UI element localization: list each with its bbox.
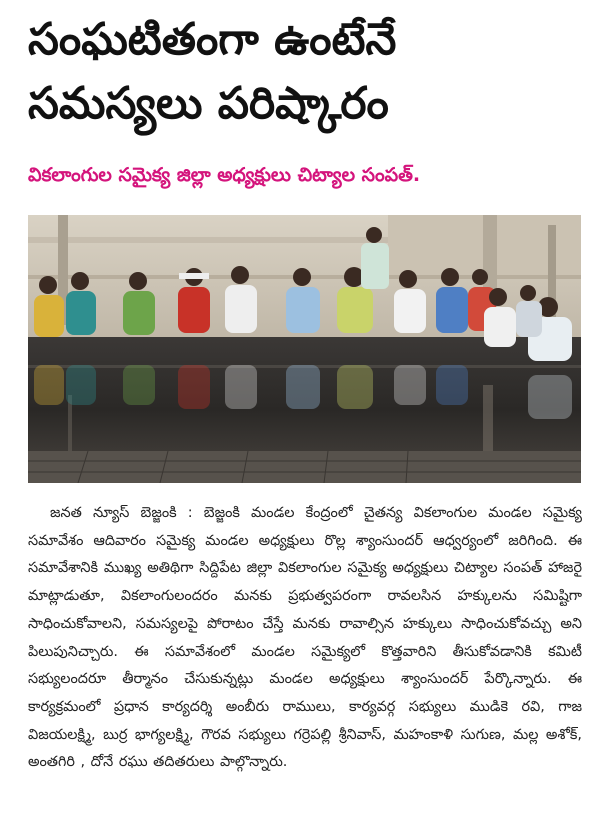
meeting-photo xyxy=(28,215,581,483)
headline-line-2: సమస్యలు పరిష్కారం xyxy=(28,78,389,129)
subheadline: వికలాంగుల సమైక్య జిల్లా అధ్యక్షులు చిట్యాల సంపత్. xyxy=(28,164,421,186)
headline-line-1: సంఘటితంగా ఉంటేనే xyxy=(28,14,397,65)
meeting-photo-illustration xyxy=(28,215,581,483)
article-body: జనత న్యూస్ బెజ్జంకి : బెజ్జంకి మండల కేంద్రంలో చైతన్య వికలాంగుల మండల సమైక్య సమావేశం ఆదివారం సమైక్య మండల అధ్యక్షులు రొల్ల శ్యాంసుందర్ ఆధ్వర్యంలో జరిగింది. ఈ సమావేశానికి ముఖ్య అతిథిగా సిద్దిపేట జిల్లా వికలాంగుల సమైక్య అధ్యక్షులు చిట్యాల సంపత్ హాజరై మాట్లాడుతూ, వికలాంగులందరం మనకు ప్రభుత్వపరంగా రావలసిన హక్కులను సమిష్టిగా సాధించుకోవాలని, సమస్యలపై పోరాటం చేస్తే మనకు రావాల్సిన హక్కులు సాధించుకోవచ్చు అని పిలుపునిచ్చారు. ఈ సమావేశంలో మండల సమైక్యలో కొత్తవారిని తీసుకోవడానికి కమిటీ సభ్యులందరూ తీర్మానం చేసుకున్నట్లు మండల అధ్యక్షులు శ్యాంసుందర్ పేర్కొన్నారు. ఈ కార్యక్రమంలో ప్రధాన కార్యదర్శి అంబీరు రాములు, కార్యవర్గ సభ్యులు ముడికె రవి, గాజ విజయలక్ష్మి, బుర్ర భాగ్యలక్ష్మి, గౌరవ సభ్యులు గర్రెపల్లి శ్రీనివాస్, మహంకాళి సుగుణ, మల్ల అశోక్, అంతగిరి , దోనే రఘు తదితరులు పాల్గొన్నారు. xyxy=(28,505,582,771)
headline xyxy=(28,8,588,136)
